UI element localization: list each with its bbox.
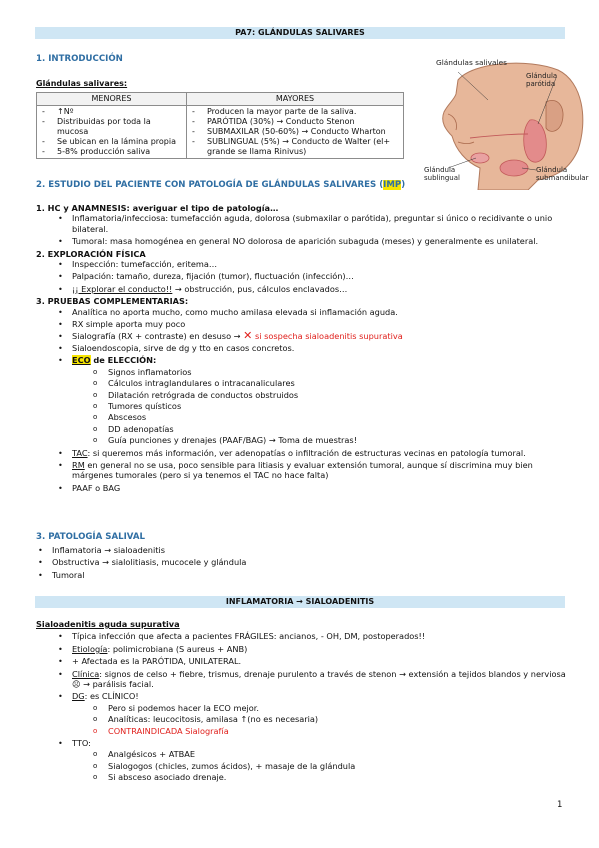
imp-highlight: IMP — [383, 180, 402, 190]
list-item: - Se ubican en la lámina propia — [42, 136, 176, 146]
list-item: • Sialoendoscopia, sirve de dg y tto en casos concretos. — [36, 343, 566, 353]
section-band-sialoadenitis: INFLAMATORIA → SIALOADENITIS — [35, 596, 565, 608]
subtitle-sialoadenitis-aguda: Sialoadenitis aguda supurativa — [36, 619, 180, 629]
list-item: o Si absceso asociado drenaje. — [36, 772, 566, 782]
col-header-menores: MENORES — [37, 93, 187, 106]
list-item: • Sialografía (RX + contraste) en desuso → ✕ si sospecha sialoadenitis supurativa — [36, 331, 566, 341]
label-glandulas-salivales: Glándulas salivales — [436, 58, 507, 67]
sublingual-gland — [471, 153, 489, 163]
list-item: • RM en general no se usa, poco sensible para litiasis y evaluar extensión tumoral, aunque sí discrimina muy bien márgenes tumorales (pero si ya tenemos el TAC no hace falta) — [36, 460, 566, 481]
col-header-mayores: MAYORES — [187, 93, 404, 106]
list-item: • Tumoral — [36, 570, 566, 580]
list-item: • TTO: — [36, 738, 566, 748]
list-item: • PAAF o BAG — [36, 483, 566, 493]
glands-table — [36, 92, 404, 159]
list-item: • RX simple aporta muy poco — [36, 319, 566, 329]
list-item: - Distribuidas por toda la mucosa — [42, 116, 151, 136]
mayores-cell — [187, 105, 404, 158]
list-item: o Analgésicos + ATBAE — [36, 749, 566, 759]
estudio-body — [36, 203, 566, 493]
list-item: • Obstructiva → sialolitiasis, mucocele y glándula — [36, 557, 566, 567]
menores-cell — [37, 105, 187, 158]
list-item: • Analítica no aporta mucho, como mucho amilasa elevada si inflamación aguda. — [36, 307, 566, 317]
list-item: - SUBLINGUAL (5%) → Conducto de Walter (el+ grande se llama Rinivus) — [192, 136, 391, 156]
submandibular-gland — [500, 160, 528, 176]
list-item: o Tumores quísticos — [36, 401, 566, 411]
section-title-estudio: 2. ESTUDIO DEL PACIENTE CON PATOLOGÍA DE GLÁNDULAS SALIVARES (IMP) — [36, 180, 406, 190]
list-item: o Sialogogos (chicles, zumos ácidos), + masaje de la glándula — [36, 761, 566, 771]
step-pruebas: 3. PRUEBAS COMPLEMENTARIAS: — [36, 296, 189, 307]
sialoadenitis-body — [36, 619, 566, 783]
section-title-patologia: 3. PATOLOGÍA SALIVAL — [36, 532, 145, 542]
list-item: • Etiología: polimicrobiana (S aureus + ANB) — [36, 644, 566, 654]
cross-icon: ✕ — [243, 329, 253, 343]
list-item: o Signos inflamatorios — [36, 367, 566, 377]
list-item: • Inflamatoria → sialoadenitis — [36, 545, 566, 555]
label-glandula-parotida: Glándula parótida — [526, 72, 558, 89]
list-item: - SUBMAXILAR (50-60%) → Conducto Wharton — [192, 126, 386, 136]
list-item: • Típica infección que afecta a pacientes FRÁGILES: ancianos, - OH, DM, postoperados!! — [36, 631, 566, 641]
list-item: - PARÓTIDA (30%) → Conducto Stenon — [192, 116, 355, 126]
list-item: o Cálculos intraglandulares o intracanaliculares — [36, 378, 566, 388]
step-hc-anamnesis: 1. HC y ANAMNESIS: averiguar el tipo de patología… — [36, 203, 279, 213]
list-item: o Dilatación retrógrada de conductos obstruidos — [36, 390, 566, 400]
list-item: o Guía punciones y drenajes (PAAF/BAG) → Toma de muestras! — [36, 435, 566, 445]
list-item: - Producen la mayor parte de la saliva. — [192, 106, 357, 116]
list-item: o Abscesos — [36, 412, 566, 422]
list-item: o Pero si podemos hacer la ECO mejor. — [36, 703, 566, 713]
list-item: o DD adenopatías — [36, 424, 566, 434]
list-item: • ECO de ELECCIÓN: — [36, 355, 566, 365]
page-title: PA7: GLÁNDULAS SALIVARES — [235, 28, 365, 37]
list-item: • + Afectada es la PARÓTIDA, UNILATERAL. — [36, 656, 566, 666]
list-item: • ¡¡ Explorar el conducto!! → obstrucción, pus, cálculos enclavados… — [36, 284, 566, 294]
page-number: 1 — [557, 800, 563, 810]
list-item: • Inflamatoria/infecciosa: tumefacción aguda, dolorosa (submaxilar o parótida), preguntar si único o recidivante o unio bilateral. — [36, 213, 566, 234]
list-item: • TAC: si queremos más información, ver adenopatías o infiltración de estructuras vecinas en patología tumoral. — [36, 448, 566, 458]
list-item: - 5-8% producción saliva — [42, 146, 151, 156]
list-item: - ↑Nº — [42, 106, 74, 116]
table-caption: Glándulas salivares: — [36, 79, 128, 88]
salivary-glands-illustration — [418, 50, 588, 190]
section-title-introduccion: 1. INTRODUCCIÓN — [36, 54, 123, 64]
label-glandula-sublingual: Glándula sublingual — [424, 166, 460, 182]
list-item: o CONTRAINDICADA Sialografía — [36, 726, 566, 736]
step-exploracion: 2. EXPLORACIÓN FÍSICA — [36, 248, 146, 259]
list-item: • Inspección: tumefacción, eritema… — [36, 259, 566, 269]
page-header-band — [35, 27, 565, 39]
label-glandula-submandibular: Glándula submandibular — [536, 166, 589, 182]
list-item: • Clínica: signos de celso + fiebre, trismus, drenaje purulento a través de stenon → extensión a tejidos blandos y nerviosa ☹ → parálisis facial. — [36, 669, 566, 690]
list-item: • Palpación: tamaño, dureza, fijación (tumor), fluctuación (infección)… — [36, 271, 566, 281]
list-item: • Tumoral: masa homogénea en general NO dolorosa de aparición subaguda (meses) y generalmente es unilateral. — [36, 236, 566, 246]
list-item: o Analíticas: leucocitosis, amilasa ↑(no es necesaria) — [36, 714, 566, 724]
list-item: • DG: es CLÍNICO! — [36, 691, 566, 701]
patologia-list — [36, 545, 566, 580]
